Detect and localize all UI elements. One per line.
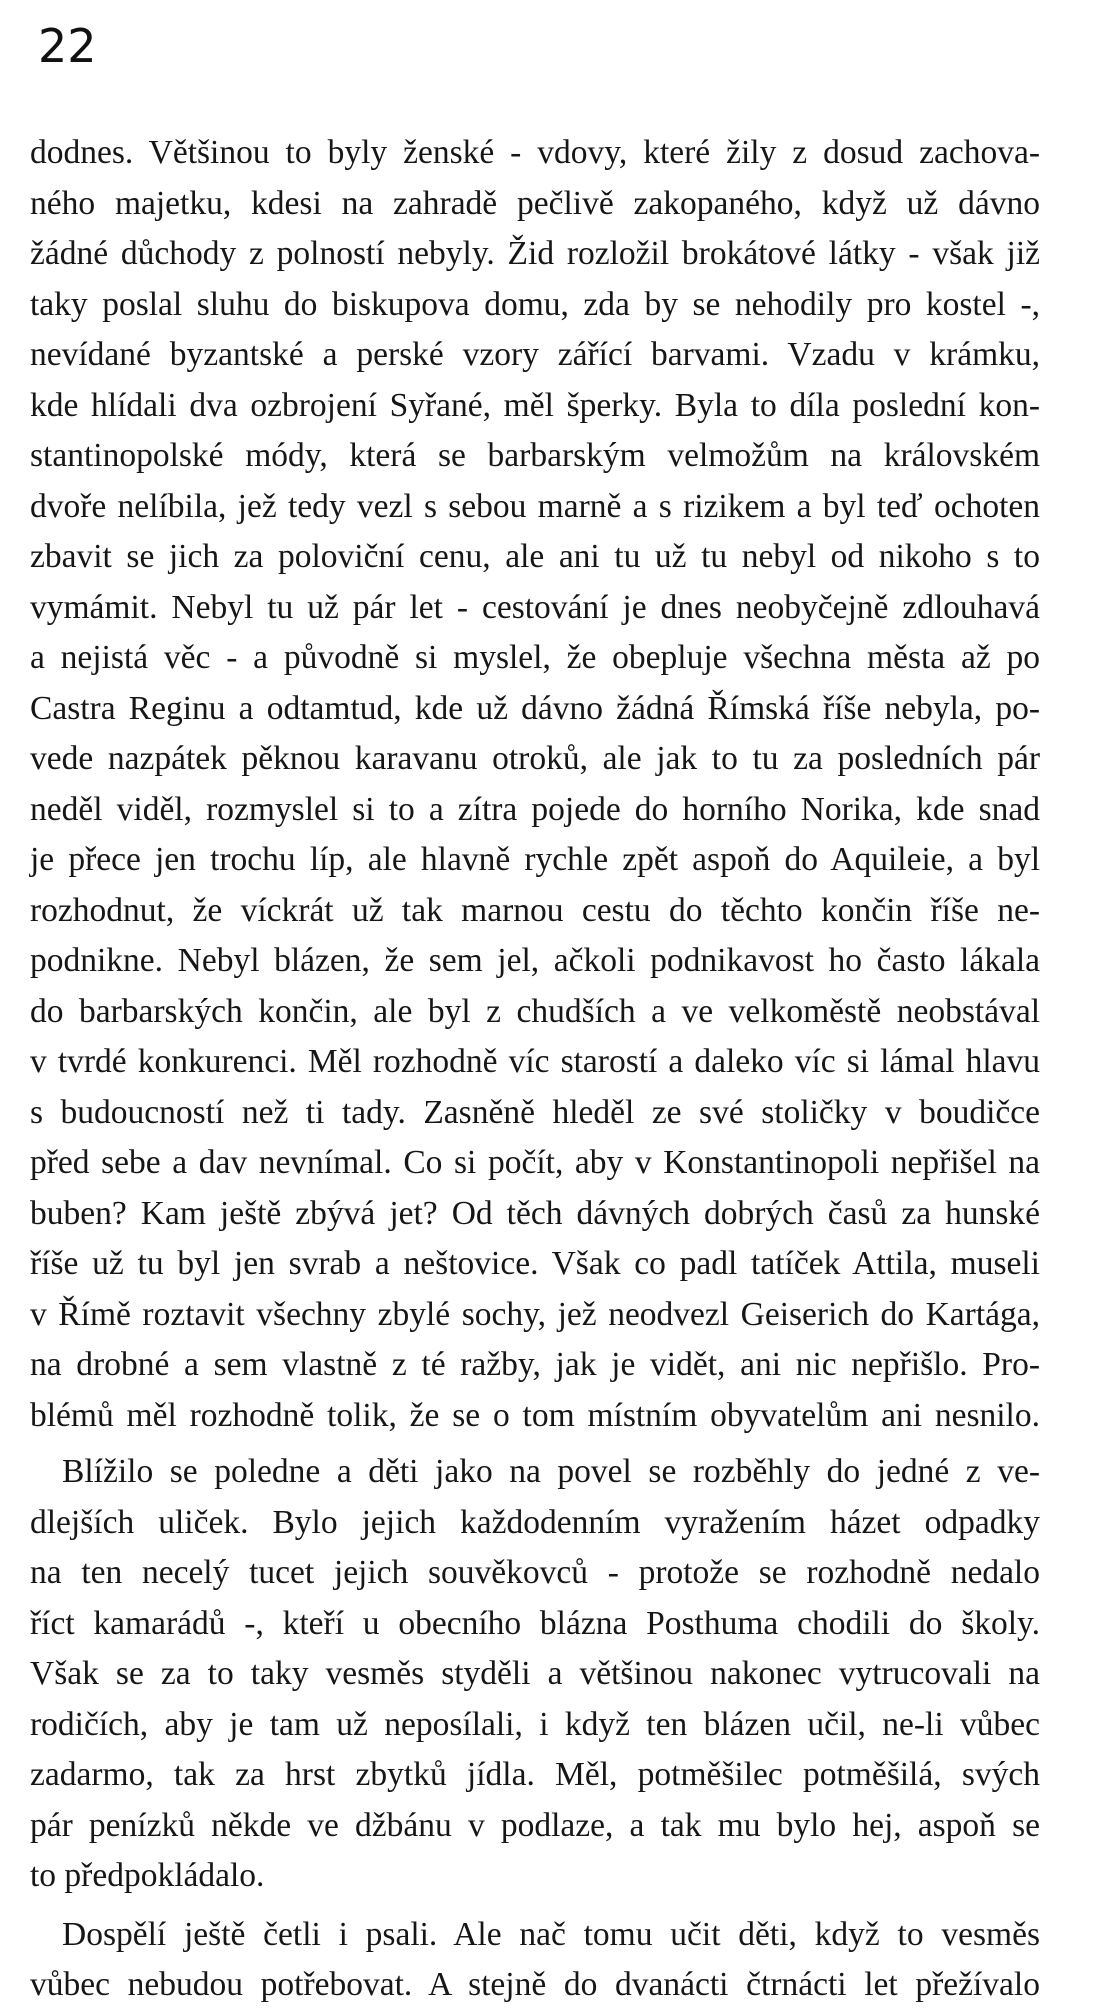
text-line: dlejších uliček. Bylo jejich každodenním vyražením házet odpadky — [30, 1503, 1040, 1541]
text-line: a nejistá věc - a původně si myslel, že obepluje všechna města až po — [30, 639, 1040, 676]
text-line: podnikne. Nebyl blázen, že sem jel, ačkoli podnikavost ho často lákala — [30, 942, 1040, 979]
text-line: před sebe a dav nevnímal. Co si počít, aby v Konstantinopoli nepřišel na — [30, 1144, 1040, 1181]
text-line: vymámit. Nebyl tu už pár let - cestování je dnes neobyčejně zdlouhavá — [30, 588, 1040, 626]
text-line: Castra Reginu a odtamtud, kde už dávno žádná Římská říše nebyla, po- — [30, 689, 1040, 727]
text-line: buben? Kam ještě zbývá jet? Od těch dávných dobrých časů za hunské — [30, 1194, 1040, 1232]
text-line: v Římě roztavit všechny zbylé sochy, jež neodvezl Geiserich do Kartága, — [30, 1295, 1040, 1333]
text-line: na ten necelý tucet jejich souvěkovců - protože se rozhodně nedalo — [30, 1554, 1040, 1591]
text-line: pár penízků někde ve džbánu v podlaze, a tak mu bylo hej, aspoň se — [30, 1806, 1040, 1844]
text-line: neděl viděl, rozmyslel si to a zítra pojede do horního Norika, kde snad — [30, 790, 1040, 828]
text-line: vede nazpátek pěknou karavanu otroků, ale jak to tu za posledních pár — [30, 740, 1040, 777]
text-line: zbavit se jich za poloviční cenu, ale ani tu už tu nebyl od nikoho s to — [30, 538, 1040, 575]
text-line: žádné důchody z polností nebyly. Žid rozložil brokátové látky - však již — [30, 235, 1040, 272]
text-line: s budoucností než ti tady. Zasněně hleděl ze své stoličky v boudičce — [30, 1093, 1040, 1131]
text-line: vůbec nebudou potřebovat. A stejně do dvanácti čtrnácti let přežívalo — [30, 1966, 1040, 2003]
text-line: na drobné a sem vlastně z té ražby, jak je vidět, ani nic nepřišlo. Pro- — [30, 1346, 1040, 1383]
text-line: říct kamarádů -, kteří u obecního blázna Posthuma chodili do školy. — [30, 1604, 1040, 1642]
text-line: taky poslal sluhu do biskupova domu, zda by se nehodily pro kostel -, — [30, 285, 1040, 323]
text-line: říše už tu byl jen svrab a neštovice. Však co padl tatíček Attila, museli — [30, 1245, 1040, 1282]
text-line: nevídané byzantské a perské vzory zářící barvami. Vzadu v krámku, — [30, 336, 1040, 373]
text-line: blémů měl rozhodně tolik, že se o tom místním obyvatelům ani nesnilo. — [30, 1396, 1040, 1434]
text-line: ného majetku, kdesi na zahradě pečlivě zakopaného, když už dávno — [30, 184, 1040, 222]
page-number: 22 — [38, 19, 97, 73]
text-line: Však se za to taky vesměs styděli a většinou nakonec vytrucovali na — [30, 1655, 1040, 1692]
text-line: dodnes. Většinou to byly ženské - vdovy, které žily z dosud zachova- — [30, 134, 1040, 171]
text-line: do barbarských končin, ale byl z chudších a ve velkoměstě neobstával — [30, 992, 1040, 1030]
text-line: v tvrdé konkurenci. Měl rozhodně víc starostí a daleko víc si lámal hlavu — [30, 1043, 1040, 1080]
text-line: je přece jen trochu líp, ale hlavně rychle zpět aspoň do Aquileie, a byl — [30, 841, 1040, 878]
text-line: Dospělí ještě četli i psali. Ale nač tomu učit děti, když to vesměs — [62, 1915, 1040, 1953]
text-line: rozhodnut, že víckrát už tak marnou cestu do těchto končin říše ne- — [30, 891, 1040, 929]
text-line: dvoře nelíbila, jež tedy vezl s sebou marně a s rizikem a byl teď ochoten — [30, 487, 1040, 525]
text-line: to předpokládalo. — [30, 1857, 265, 1894]
text-line: Blížilo se poledne a děti jako na povel se rozběhly do jedné z ve- — [62, 1453, 1040, 1490]
body-text — [30, 128, 1040, 2011]
text-line: zadarmo, tak za hrst zbytků jídla. Měl, potměšilec potměšilá, svých — [30, 1756, 1040, 1793]
text-line: rodičích, aby je tam už neposílali, i když ten blázen učil, ne-li vůbec — [30, 1705, 1040, 1743]
text-line: kde hlídali dva ozbrojení Syřané, měl šperky. Byla to díla poslední kon- — [30, 386, 1040, 424]
text-line: stantinopolské módy, která se barbarským velmožům na královském — [30, 437, 1040, 474]
